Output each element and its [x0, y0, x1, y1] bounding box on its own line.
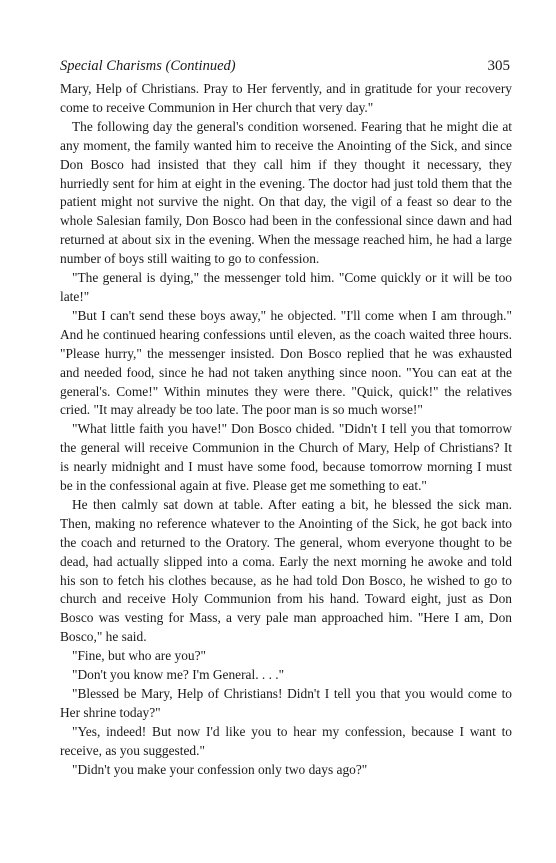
page-header [60, 58, 512, 80]
paragraph: "Don't you know me? I'm General. . . ." [72, 667, 285, 683]
paragraph: "Yes, indeed! But now I'd like you to hear my confession, because I want to receive, as you suggested." [60, 723, 512, 758]
paragraph: "Didn't you make your confession only two days ago?" [72, 761, 368, 777]
paragraph: He then calmly sat down at table. After eating a bit, he blessed the sick man. Then, making no reference whatever to the Anointing of the Sick, he got back into the coach and returned to the Oratory. The general, whom everyone thought to be dead, had actually slipped into a coma. Early the next morning he awoke and told his son to fetch his clothes because, as he had told Don Bosco, he wished to go to church and receive Holy Communion from his hand. Toward eight, just as Don Bosco was vesting for Mass, a very pale man approached him. "Here I am, Don Bosco," he said. [60, 496, 512, 645]
book-page [60, 58, 512, 780]
paragraph: The following day the general's condition worsened. Fearing that he might die at any moment, the family wanted him to receive the Anointing of the Sick, and since Don Bosco had insisted that they call him if they thought it necessary, they hurriedly sent for him at eight in the evening. The doctor had just told them that the patient might not survive the night. On that day, the vigil of a feast so dear to the whole Salesian family, Don Bosco had been in the confessional since dawn and had returned at about six in the evening. When the message reached him, he had a large number of boys still waiting to go to confession. [60, 118, 512, 267]
body-text [60, 80, 512, 780]
paragraph: "The general is dying," the messenger told him. "Come quickly or it will be too late!" [60, 270, 512, 304]
paragraph: Mary, Help of Christians. Pray to Her fervently, and in gratitude for your recovery come to receive Communion in Her church that very day." [60, 81, 512, 115]
paragraph: "What little faith you have!" Don Bosco chided. "Didn't I tell you that tomorrow the general will receive Communion in the Church of Mary, Help of Christians? It is nearly midnight and I must have some food, because tomorrow morning I must be in the confessional again at five. Please get me something to eat." [60, 421, 512, 494]
running-head: Special Charisms (Continued) [60, 58, 236, 74]
paragraph: "But I can't send these boys away," he objected. "I'll come when I am through." And he continued hearing confessions until eleven, as the coach waited three hours. "Please hurry," the messenger insisted. Don Bosco replied that he was exhausted and needed food, since he had not taken anything since noon. "You can eat at the general's. Come!" Within minutes they were there. "Quick, quick!" the relatives cried. "It may already be too late. The poor man is so much worse!" [60, 307, 512, 418]
paragraph: "Fine, but who are you?" [72, 648, 207, 664]
paragraph: "Blessed be Mary, Help of Christians! Didn't I tell you that you would come to Her shrine today?" [60, 686, 512, 720]
page-number: 305 [487, 58, 510, 74]
